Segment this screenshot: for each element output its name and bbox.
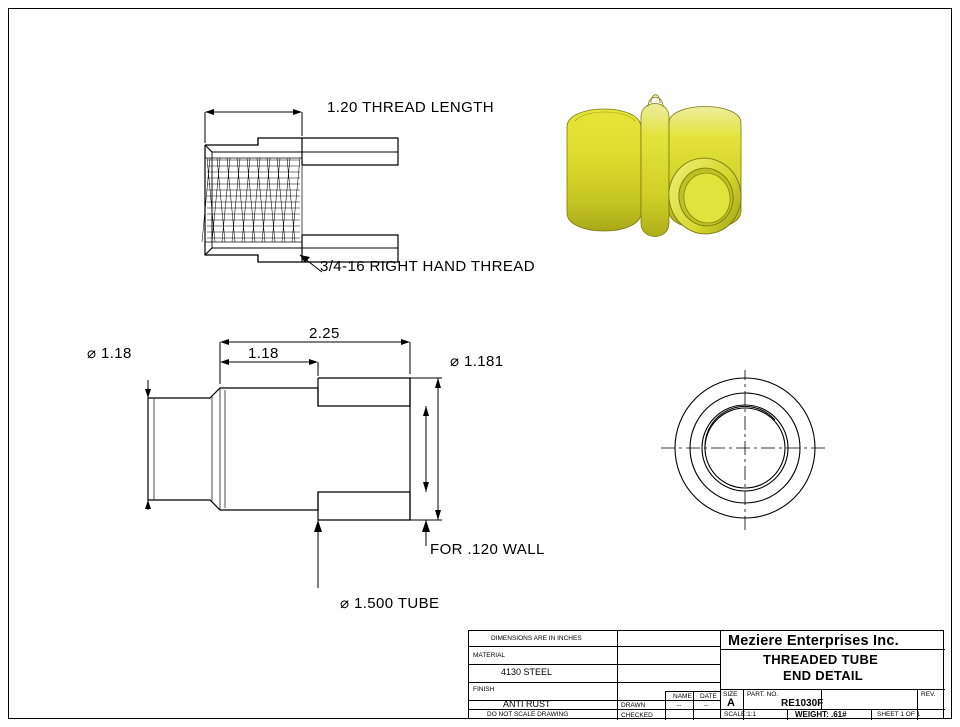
material-label: MATERIAL bbox=[473, 652, 506, 659]
title-block-left bbox=[469, 631, 721, 718]
drawing-title-line2: END DETAIL bbox=[783, 668, 864, 683]
sheet-label: SHEET 1 OF 1 bbox=[877, 711, 921, 718]
step-length-dim: 1.18 bbox=[248, 345, 279, 362]
finish-label: FINISH bbox=[473, 686, 495, 693]
drawing-title-line1: THREADED TUBE bbox=[763, 652, 879, 667]
isometric-model-view bbox=[545, 85, 805, 285]
rev-label: REV. bbox=[921, 691, 936, 698]
right-diameter-dim: ⌀ 1.181 bbox=[450, 353, 504, 370]
size-value: A bbox=[727, 697, 735, 709]
title-block bbox=[468, 630, 944, 719]
title-block-right bbox=[721, 631, 943, 718]
company-name: Meziere Enterprises Inc. bbox=[728, 633, 899, 649]
drawn-date: -- bbox=[704, 702, 709, 709]
units-note: DIMENSIONS ARE IN INCHES bbox=[491, 635, 582, 642]
partno-value: RE1030F bbox=[781, 698, 824, 709]
end-view-circles bbox=[655, 370, 835, 550]
weight-label: WEIGHT: .61# bbox=[795, 710, 847, 719]
finish-value: ANTI RUST bbox=[503, 699, 551, 709]
date-column-label: DATE bbox=[700, 693, 717, 700]
checked-label: CHECKED bbox=[621, 712, 653, 719]
material-value: 4130 STEEL bbox=[501, 667, 553, 677]
do-not-scale-note: DO NOT SCALE DRAWING bbox=[487, 711, 569, 718]
tube-note: ⌀ 1.500 TUBE bbox=[340, 595, 440, 612]
size-label: SIZE bbox=[723, 691, 738, 698]
partno-label: PART. NO. bbox=[747, 691, 779, 698]
overall-length-dim: 2.25 bbox=[309, 325, 340, 342]
drawn-name: -- bbox=[677, 702, 682, 709]
left-diameter-dim: ⌀ 1.18 bbox=[87, 345, 132, 362]
thread-spec-label: 3/4-16 RIGHT HAND THREAD bbox=[320, 258, 535, 275]
thread-length-label: 1.20 THREAD LENGTH bbox=[327, 99, 494, 116]
scale-label: SCALE:1:1 bbox=[724, 711, 757, 718]
wall-note: FOR .120 WALL bbox=[430, 541, 545, 558]
drawn-label: DRAWN bbox=[621, 702, 646, 709]
name-column-label: NAME bbox=[673, 693, 692, 700]
